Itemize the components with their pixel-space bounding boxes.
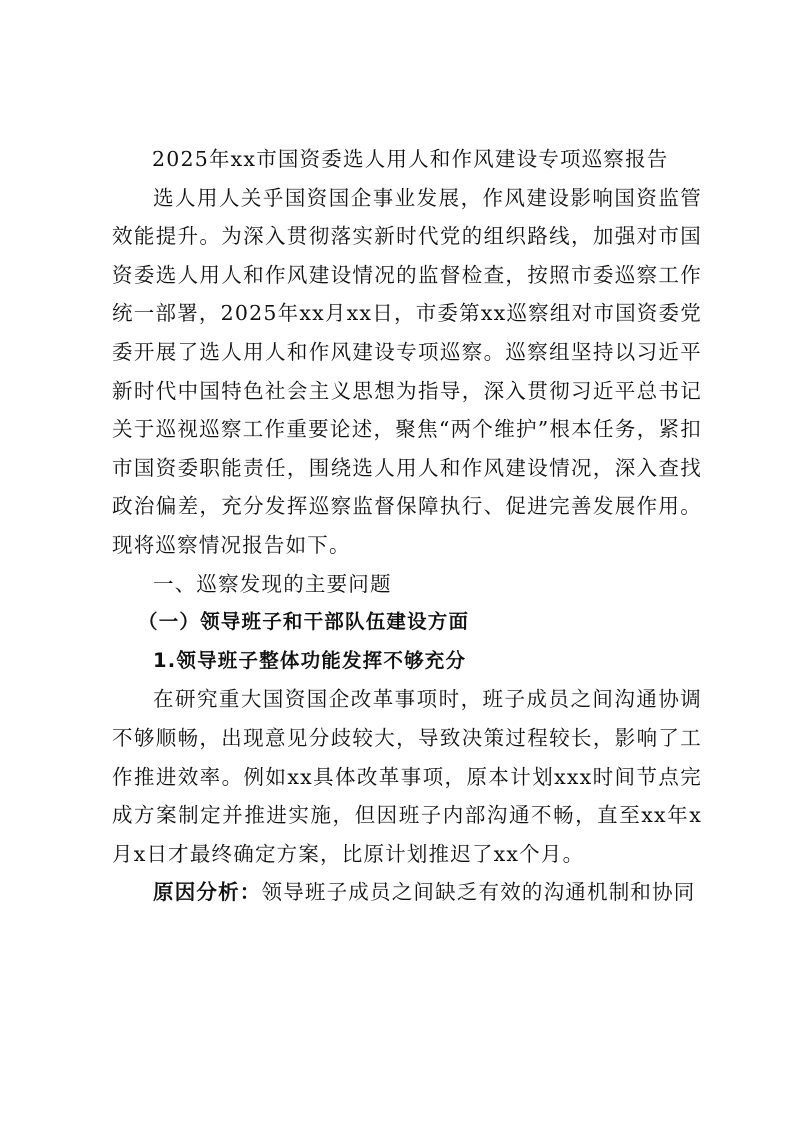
- section-heading: 一、巡察发现的主要问题: [153, 571, 392, 596]
- cause-analysis-label: 原因分析：: [153, 880, 262, 905]
- item-paragraph: 在研究重大国资国企改革事项时，班子成员之间沟通协调不够顺畅，出现意见分歧较大，导致决策过程较长，影响了工作推进效率。例如xx具体改革事项，原本计划xxx时间节点完成方案制定并推进实施，但因班子内部沟通不畅，直至xx年x月x日才最终确定方案，比原计划推迟了xx个月。: [112, 687, 702, 866]
- document-title: 2025年xx市国资委选人用人和作风建设专项巡察报告: [152, 147, 669, 171]
- subsection-heading: （一）领导班子和干部队伍建设方面: [138, 610, 470, 634]
- intro-paragraph: 选人用人关乎国资国企事业发展，作风建设影响国资监管效能提升。为深入贯彻落实新时代党的组织路线，加强对市国资委选人用人和作风建设情况的监督检查，按照市委巡察工作统一部署，2025年xx月xx日，市委第xx巡察组对市国资委党委开展了选人用人和作风建设专项巡察。巡察组坚持以习近平新时代中国特色社会主义思想为指导，深入贯彻习近平总书记关于巡视巡察工作重要论述，聚焦“两个维护”根本任务，紧扣市国资委职能责任，围绕选人用人和作风建设情况，深入查找政治偏差，充分发挥巡察监督保障执行、促进完善发展作用。现将巡察情况报告如下。: [112, 185, 702, 557]
- document-body: [112, 140, 702, 912]
- cause-analysis-text: 领导班子成员之间缺乏有效的沟通机制和协同: [261, 880, 696, 905]
- item-heading: 1.领导班子整体功能发挥不够充分: [153, 648, 467, 672]
- cause-analysis-paragraph: [112, 873, 702, 912]
